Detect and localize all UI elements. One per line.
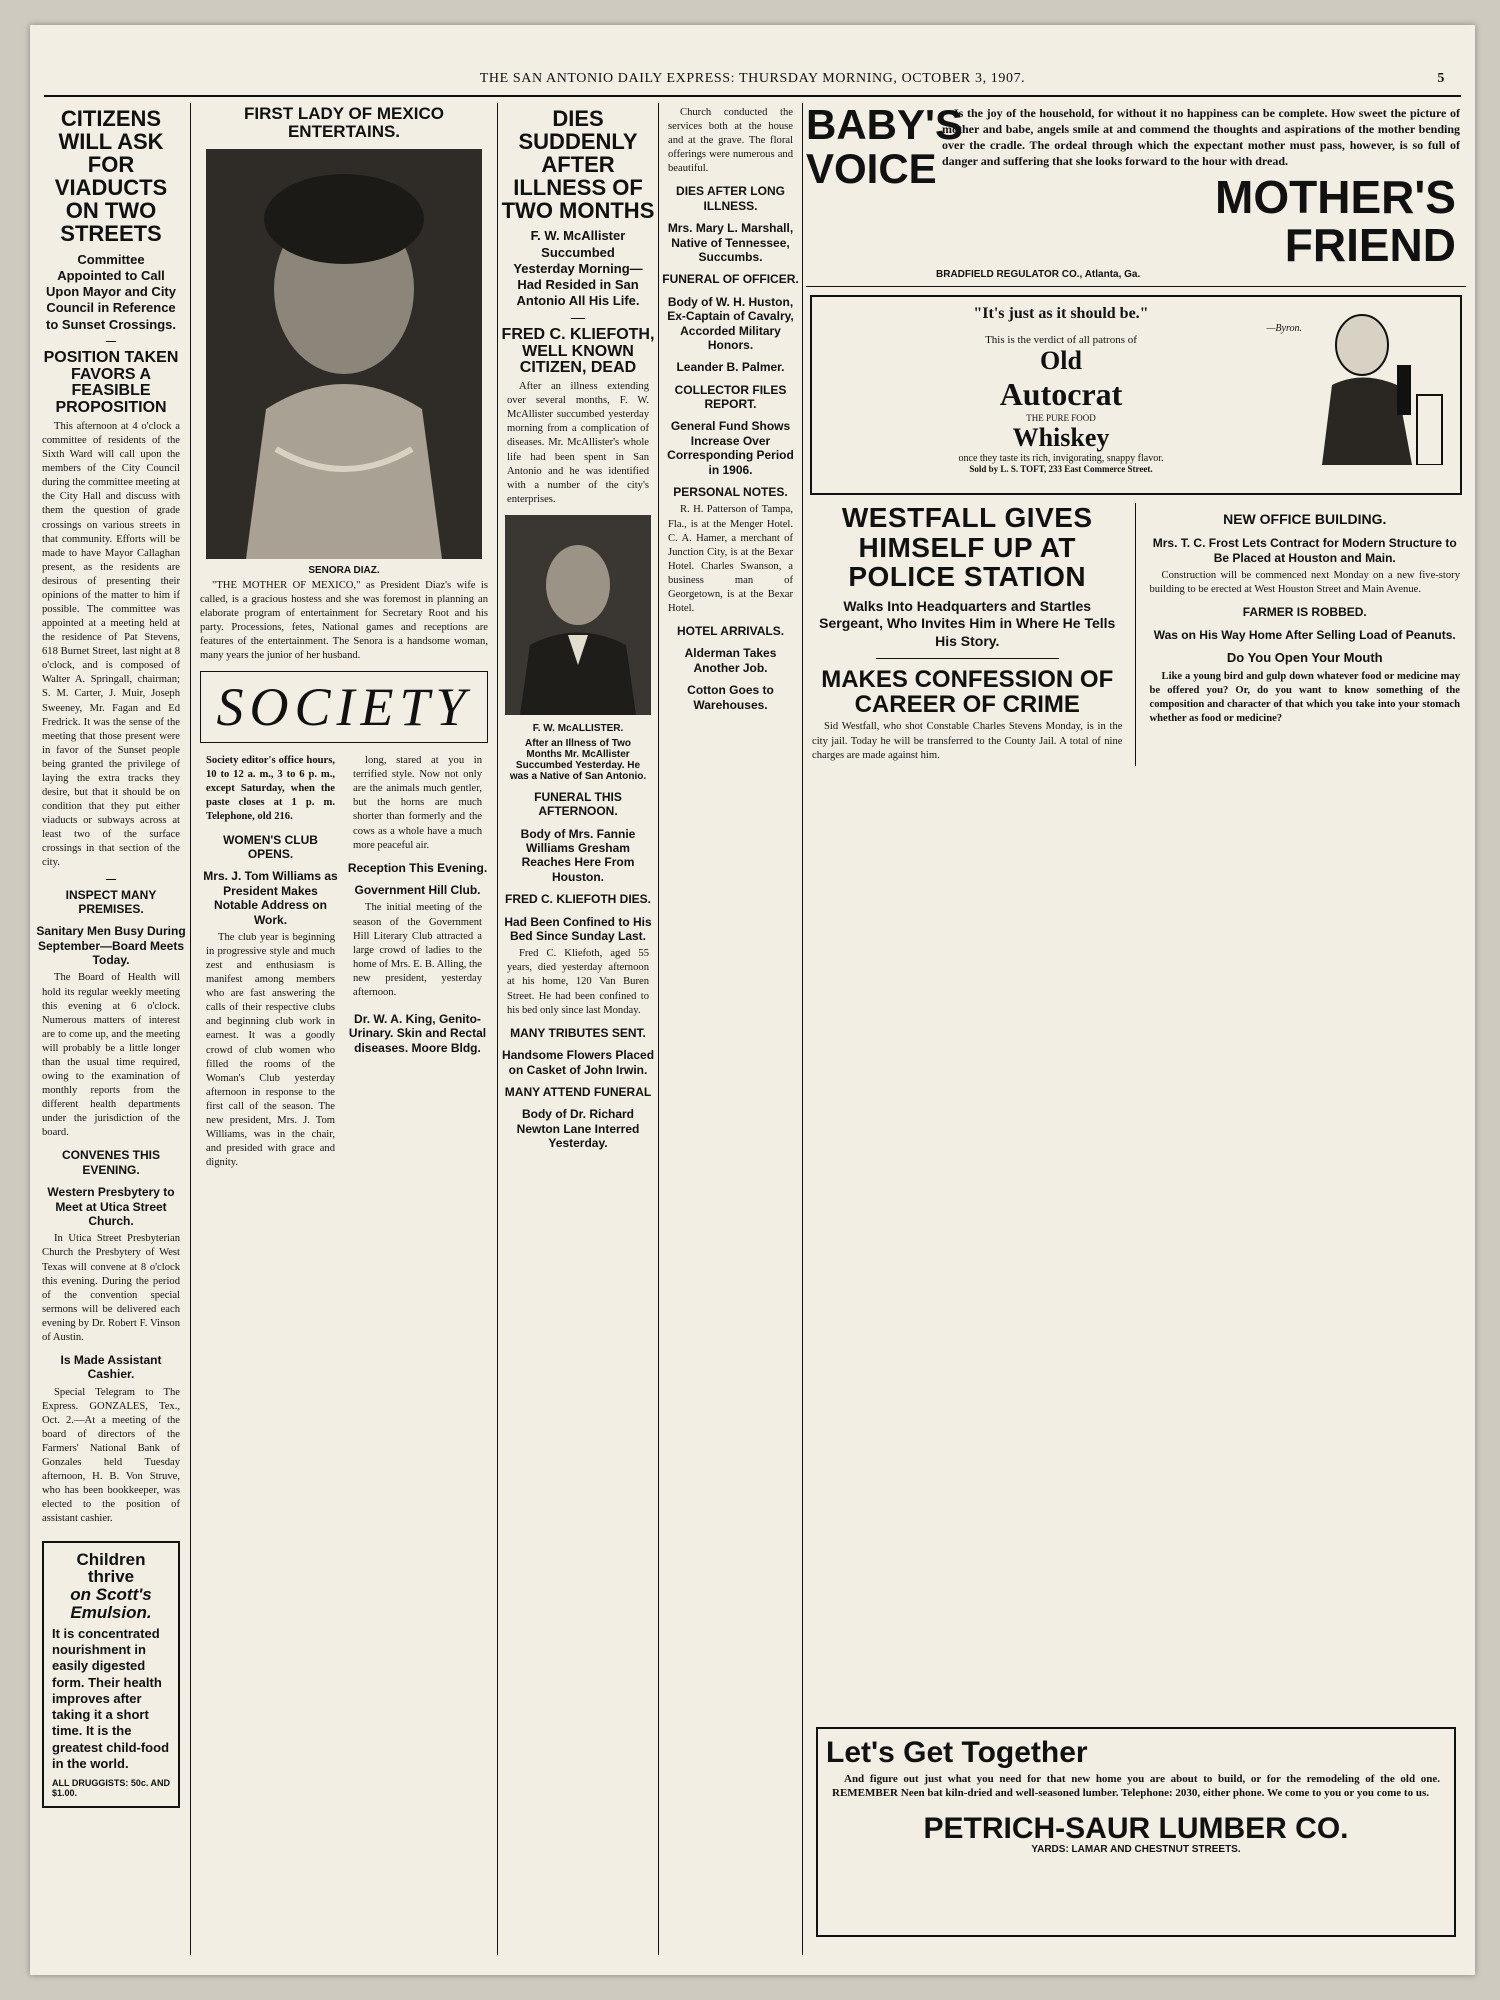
subhead-peanuts: Was on His Way Home After Selling Load of Peanuts. (1153, 627, 1456, 642)
column-3 (501, 103, 655, 1955)
article-body: Like a young bird and gulp down whatever food or medicine may be offered you? Or, do you want to know something of the composition and character of that which you take into your stomach whether as food or medicine? (1149, 670, 1460, 724)
article-body: Fred C. Kliefoth, aged 55 years, died yesterday afternoon at his home, 120 Van Buren Street. He had been confined to his bed only since last Monday. (507, 948, 649, 1016)
ad-line: on Scott's (70, 1585, 152, 1605)
subhead-attend: MANY ATTEND FUNERAL (504, 1084, 652, 1099)
column-2 (194, 103, 494, 1955)
scotts-emulsion-ad (42, 1541, 180, 1809)
ad-friend: FRIEND (1284, 219, 1456, 272)
subhead-funeral: FUNERAL THIS AFTERNOON. (534, 789, 622, 819)
article-body: Construction will be commenced next Monday on a new five-story building to be erected at West Houston Street and Main Avenue. (1149, 569, 1460, 596)
ad-yards: YARDS: LAMAR AND CHESTNUT STREETS. (1031, 1844, 1241, 1856)
subhead-general-fund: General Fund Shows Increase Over Corresponding Period in 1906. (667, 419, 794, 477)
subhead-farmer: FARMER IS ROBBED. (1242, 605, 1367, 620)
ad-babys: BABY'S (806, 103, 964, 148)
subhead-sanitary: Sanitary Men Busy During September—Board Meets Today. (36, 924, 186, 968)
subhead-kliefoth-dies: FRED C. KLIEFOTH DIES. (504, 892, 651, 907)
subhead-huston: Body of W. H. Huston, Ex-Captain of Cavalry, Accorded Military Honors. (667, 294, 794, 352)
subhead-collector: COLLECTOR FILES REPORT. (674, 382, 787, 412)
subhead-palmer: Leander B. Palmer. (676, 360, 785, 375)
ad-bradfield: BRADFIELD REGULATOR CO., Atlanta, Ga. (936, 269, 1141, 281)
ad-sold: Sold by L. S. TOFT, 233 East Commerce Street. (969, 464, 1153, 475)
article-body: In Utica Street Presbyterian Church the Presbytery of West Texas will convene at 8 o'clock this evening. During the period of the convention special sermons will be delivered each evening by Dr. Robert F. Vinson of Austin. (42, 1233, 180, 1343)
portrait-caption: SENORA DIAZ. (308, 564, 380, 576)
subhead-position: POSITION TAKEN FAVORS A FEASIBLE PROPOSITION (43, 348, 179, 417)
ad-whiskey: Whiskey (1012, 423, 1110, 453)
subhead-officer: FUNERAL OF OFFICER. (662, 272, 799, 287)
king-ad: Dr. W. A. King, Genito-Urinary. Skin and Rectal diseases. Moore Bldg. (348, 1012, 487, 1055)
column-4 (662, 103, 799, 1955)
subhead-womens-club: WOMEN'S CLUB OPENS. (223, 832, 318, 861)
ad-autocrat: Autocrat (999, 376, 1123, 413)
subhead-new-office: NEW OFFICE BUILDING. (1223, 511, 1387, 528)
ad-body: And figure out just what you need for that new home you are about to build, or for the remodeling of the old one. REMEMBER Neen bat kiln-dried and well-seasoned lumber. Telephone: 2030, either phone. We come to you or you come to us. (832, 1772, 1440, 1800)
petrich-saur-ad (816, 1727, 1456, 1937)
subhead-williams: Mrs. J. Tom Williams as President Makes Notable Address on Work. (203, 869, 338, 927)
article-body: The initial meeting of the season of the Government Hill Literary Club attracted a large crowd of ladies to the home of Mrs. E. B. Alling, the new president, yesterday afternoon. (353, 902, 482, 998)
article-body: long, stared at you in terrified style. Now not only are the animals much gentler, but the horns are much shorter than formerly and the cows as a whole have a much more peaceful air. (353, 755, 482, 851)
subhead-irwin: Handsome Flowers Placed on Casket of John Irwin. (501, 1048, 655, 1077)
subhead-lane: Body of Dr. Richard Newton Lane Interred Yesterday. (516, 1107, 640, 1151)
article-body: R. H. Patterson of Tampa, Fla., is at the Menger Hotel. C. A. Hamer, a merchant of Junction City, is at the Bexar Hotel. Charles Swanson, a business man of Georgetown, is at the Bexar Hotel. (668, 504, 793, 614)
column-rule (190, 103, 191, 1955)
subhead-marshall: Mrs. Mary L. Marshall, Native of Tennessee, Succumbs. (667, 221, 794, 264)
headline-kliefoth: FRED C. KLIEFOTH, WELL KNOWN CITIZEN, DEAD (501, 325, 655, 377)
headline-dies-suddenly: DIES SUDDENLY AFTER ILLNESS OF TWO MONTHS (501, 106, 655, 224)
headline-first-lady: FIRST LADY OF MEXICO ENTERTAINS. (244, 104, 444, 141)
mcallister-portrait (505, 515, 651, 715)
man-drinking-illustration (1302, 305, 1452, 465)
ad-line: Emulsion. (70, 1603, 152, 1623)
newspaper-page (30, 25, 1475, 1975)
subhead-inspect: INSPECT MANY PREMISES. (65, 887, 157, 916)
subhead-long-illness: DIES AFTER LONG ILLNESS. (676, 184, 785, 213)
subhead-confined: Had Been Confined to His Bed Since Sunday Last. (504, 914, 652, 943)
subhead-reception: Reception This Evening. (347, 860, 488, 875)
subhead-cashier: Is Made Assistant Cashier. (60, 1352, 162, 1382)
ad-body: Is the joy of the household, for without it no happiness can be complete. How sweet the picture of mother and babe, angels smile at and commend the thoughts and aspirations of the mother bending over the cradle. The ordeal through which the expectant mother must pass, however, is so full of danger and suffering that she looks forward to the hour with dread. (942, 106, 1460, 168)
subhead-gov-hill: Government Hill Club. (354, 883, 481, 898)
subhead-convenes: CONVENES THIS EVENING. (61, 1148, 160, 1177)
article-body: "THE MOTHER OF MEXICO," as President Diaz's wife is called, is a gracious hostess and she was foremost in planning an elaborate program of entertainment for Secretary Root and his party. Processions, fetes, National games and receptions are features of the entertainment. The Senora is a handsome woman, many years the junior of her husband. (200, 579, 488, 662)
column-rule (497, 103, 498, 1955)
subhead-personal: PERSONAL NOTES. (673, 485, 788, 500)
ad-once: once they taste its rich, invigorating, snappy flavor. (958, 453, 1164, 465)
ad-lets: Let's Get Together (826, 1736, 1088, 1769)
article-body: The club year is beginning in progressive style and much zest and enthusiasm is manifest among members who are fast answering the calls of their respective clubs and beginning club work in earnest. It was a goodly crowd of club women who filled the rooms of the Woman's Club yesterday afternoon in response to the first call of the season. The new president, Mrs. J. Tom Williams, was in the chair, and presided with grace and dignity. (206, 931, 335, 1169)
headline-viaducts: CITIZENS WILL ASK FOR VIADUCTS ON TWO STREETS (54, 106, 168, 247)
portrait-illustration (505, 515, 651, 715)
page-number: 5 (1437, 71, 1445, 86)
ad-quote: "It's just as it should be." (973, 305, 1149, 323)
ad-mothers: MOTHER'S (1215, 170, 1456, 223)
article-body: After an illness extending over several months, F. W. McAllister succumbed yesterday morning from a complication of diseases. Mr. McAllister's whole life had been spent in San Antonio and he was identified with a number of the city's enterprises. (507, 381, 649, 505)
deck-viaducts: Committee Appointed to Call Upon Mayor and City Council in Reference to Sunset Crossings. (45, 251, 177, 332)
subhead-presbytery: Western Presbytery to Meet at Utica Street Church. (47, 1185, 175, 1228)
masthead-title: THE SAN ANTONIO DAILY EXPRESS: THURSDAY MORNING, OCTOBER 3, 1907. (479, 71, 1026, 86)
society-notice: Society editor's office hours, 10 to 12 a. m., 3 to 6 p. m., except Saturday, when the paste closes at 1 p. m. Telephone, old 216. (206, 755, 335, 823)
portrait-caption: F. W. McALLISTER. (532, 722, 624, 734)
subhead-gresham: Body of Mrs. Fannie Williams Gresham Reaches Here From Houston. (520, 826, 636, 884)
ad-voice: VOICE (806, 145, 937, 193)
headline-westfall: WESTFALL GIVES HIMSELF UP AT POLICE STATION (841, 502, 1093, 593)
old-autocrat-ad (810, 295, 1462, 495)
column-rule (802, 103, 803, 1955)
article-body: Special Telegram to The Express. GONZALES, Tex., Oct. 2.—At a meeting of the board of directors of the Farmers' National Bank of Gonzales held Tuesday afternoon, H. B. Von Struve, who has been bookkeeper, was elected to the position of assistant cashier. (42, 1386, 180, 1525)
mothers-friend-ad (806, 103, 1466, 287)
ad-line: ALL DRUGGISTS: 50c. AND $1.00. (52, 1778, 171, 1799)
ad-purefood: THE PURE FOOD (1026, 413, 1096, 424)
column-5 (806, 103, 1466, 1955)
ad-petrich: PETRICH-SAUR LUMBER CO. (923, 1811, 1349, 1845)
subhead-alderman: Alderman Takes Another Job. (684, 646, 777, 675)
column-rule (658, 103, 659, 1955)
senora-diaz-portrait (206, 149, 482, 559)
society-banner (200, 671, 488, 743)
subhead-tributes: MANY TRIBUTES SENT. (510, 1025, 646, 1040)
portrait-illustration (206, 149, 482, 559)
subhead-open-mouth: Do You Open Your Mouth (1226, 649, 1383, 665)
ad-verdict: This is the verdict of all patrons of (985, 334, 1137, 347)
ad-old: Old (1040, 346, 1082, 376)
headline-confession: MAKES CONFESSION OF CAREER OF CRIME (821, 666, 1114, 719)
subhead-frost: Mrs. T. C. Frost Lets Contract for Modern Structure to Be Placed at Houston and Main. (1152, 536, 1457, 565)
ad-line: Children thrive (76, 1549, 146, 1587)
ad-line: It is concentrated nourishment in easily digested form. Their health improves after taking it a short time. It is the greatest child-food in the world. (52, 1625, 170, 1771)
column-1 (36, 103, 186, 1955)
subhead-cotton: Cotton Goes to Warehouses. (687, 683, 774, 712)
deck-westfall: Walks Into Headquarters and Startles Sergeant, Who Invites Him in Where He Tells His Story. (819, 597, 1116, 649)
subhead-hotel: HOTEL ARRIVALS. (676, 624, 785, 639)
article-body: Sid Westfall, who shot Constable Charles Stevens Monday, is in the city jail. Today he will be transferred to the County Jail. A total of nine charges are made against him. (812, 721, 1123, 761)
article-body: The Board of Health will hold its regular weekly meeting this evening at 6 o'clock. Numerous matters of interest are to come up, and the meeting will probably be a little longer than the usual time required, owing to the examination of monthly reports from the different health departments under the jurisdiction of the board. (42, 972, 180, 1139)
masthead (44, 63, 1461, 97)
society-title: SOCIETY (216, 677, 472, 738)
article-body: Church conducted the services both at the house and at the grave. The floral offerings were numerous and beautiful. (668, 107, 793, 175)
article-body: This afternoon at 4 o'clock a committee of residents of the Sixth Ward will call upon the members of the City Council during the committee meeting at the City Hall and discuss with them the question of grade crossings on various streets in that community. Efforts will be made to have Mayor Callaghan present, as the residents are desirous of presenting their opinions of the matter to him if possible. The committee was appointed at a meeting held at the residence of Pat Stevens, 618 Burnet Street, last night at 8 o'clock, and is composed of Walter A. Springall, chairman; S. M. Carter, J. Muir, Joseph Sweeney, Mr. Fagan and Ed Fredrick. It was the sense of the meeting that those present were in favor of the Sunset people being granted the privilege of laying the extra tracks they desire, but that it should be on condition that they put either viaducts or subways across at least two of the surface crossings in that section of the city. (42, 421, 180, 869)
portrait-subcaption: After an Illness of Two Months Mr. McAllister Succumbed Yesterday. He was a Native of San Antonio. (509, 737, 647, 782)
ad-byron: —Byron. (1266, 323, 1302, 335)
deck-mcallister: F. W. McAllister Succumbed Yesterday Morning—Had Resided in San Antonio All His Life. (513, 228, 643, 309)
